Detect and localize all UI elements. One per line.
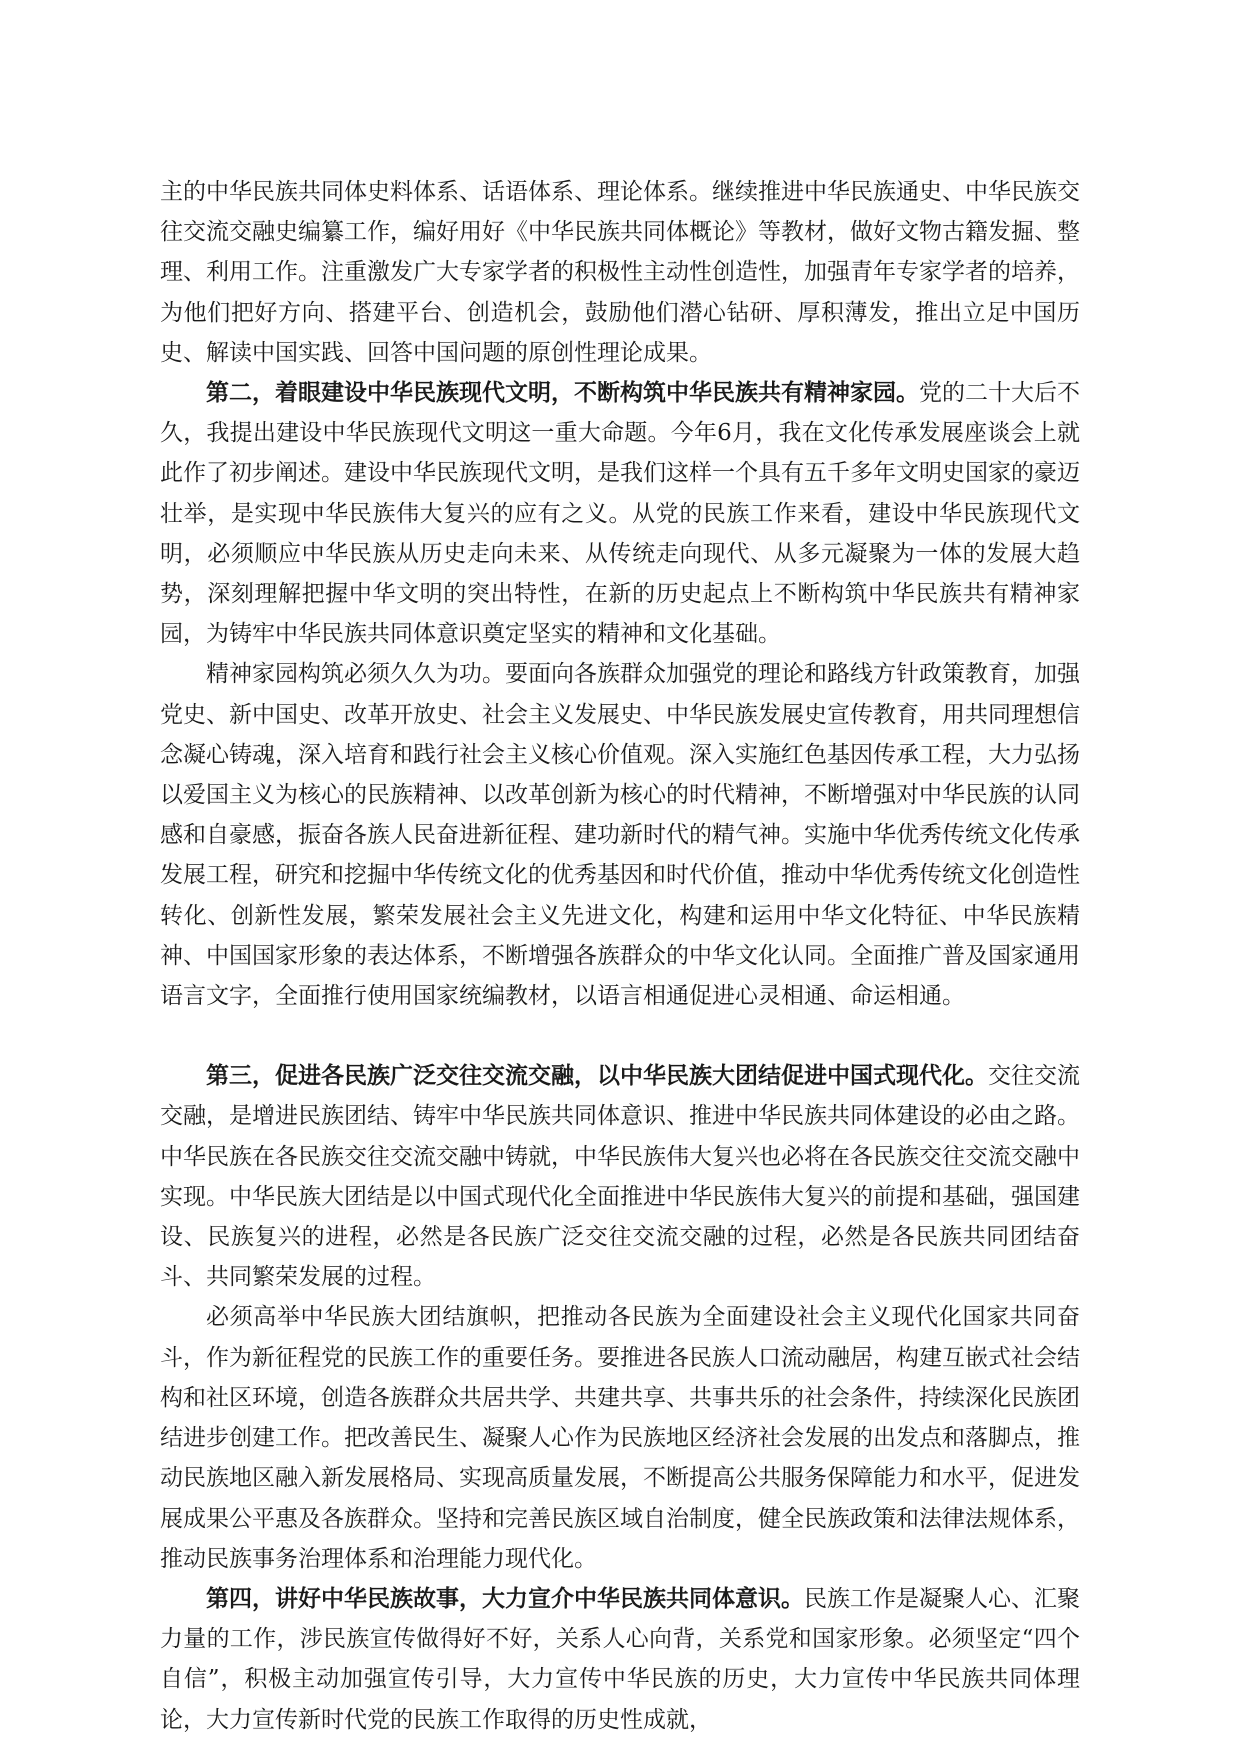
paragraph-6-text: 民族工作是凝聚人心、汇聚力量的工作，涉民族宣传做得好不好，关系人心向背，关系党和国家形象。必须坚定“四个自信”，积极主动加强宣传引导，大力宣传中华民族的历史，大力宣传中华民族共同体理论，大力宣传新时代党的民族工作取得的历史性成就， <box>160 1585 1080 1733</box>
paragraph-4-text: 交往交流交融，是增进民族团结、铸牢中华民族共同体意识、推进中华民族共同体建设的必由之路。中华民族在各民族交往交流交融中铸就，中华民族伟大复兴也必将在各民族交往交流交融中实现。中华民族大团结是以中国式现代化全面推进中华民族伟大复兴的前提和基础，强国建设、民族复兴的进程，必然是各民族广泛交往交流交融的过程，必然是各民族共同团结奋斗、共同繁荣发展的过程。 <box>160 1063 1080 1291</box>
paragraph-4 <box>160 1056 1080 1297</box>
paragraph-2-text: 党的二十大后不久，我提出建设中华民族现代文明这一重大命题。今年6月，我在文化传承发展座谈会上就此作了初步阐述。建设中华民族现代文明，是我们这样一个具有五千多年文明史国家的豪迈壮举，是实现中华民族伟大复兴的应有之义。从党的民族工作来看，建设中华民族现代文明，必须顺应中华民族从历史走向未来、从传统走向现代、从多元凝聚为一体的发展大趋势，深刻理解把握中华文明的突出特性，在新的历史起点上不断构筑中华民族共有精神家园，为铸牢中华民族共同体意识奠定坚实的精神和文化基础。 <box>160 380 1080 648</box>
paragraph-2 <box>160 373 1080 654</box>
paragraph-2-heading: 第二，着眼建设中华民族现代文明，不断构筑中华民族共有精神家园。 <box>206 379 919 407</box>
document-page <box>160 172 1080 1740</box>
paragraph-3-text: 精神家园构筑必须久久为功。要面向各族群众加强党的理论和路线方针政策教育，加强党史、新中国史、改革开放史、社会主义发展史、中华民族发展史宣传教育，用共同理想信念凝心铸魂，深入培育和践行社会主义核心价值观。深入实施红色基因传承工程，大力弘扬以爱国主义为核心的民族精神、以改革创新为核心的时代精神，不断增强对中华民族的认同感和自豪感，振奋各族人民奋进新征程、建功新时代的精气神。实施中华优秀传统文化传承发展工程，研究和挖掘中华传统文化的优秀基因和时代价值，推动中华优秀传统文化创造性转化、创新性发展，繁荣发展社会主义先进文化，构建和运用中华文化特征、中华民族精神、中国国家形象的表达体系，不断增强各族群众的中华文化认同。全面推广普及国家通用语言文字，全面推行使用国家统编教材，以语言相通促进心灵相通、命运相通。 <box>160 661 1080 1010</box>
paragraph-6 <box>160 1579 1080 1740</box>
paragraph-1 <box>160 172 1080 373</box>
paragraph-1-text: 主的中华民族共同体史料体系、话语体系、理论体系。继续推进中华民族通史、中华民族交往交流交融史编纂工作，编好用好《中华民族共同体概论》等教材，做好文物古籍发掘、整理、利用工作。注重激发广大专家学者的积极性主动性创造性，加强青年专家学者的培养，为他们把好方向、搭建平台、创造机会，鼓励他们潜心钻研、厚积薄发，推出立足中国历史、解读中国实践、回答中国问题的原创性理论成果。 <box>160 179 1080 366</box>
paragraph-5 <box>160 1297 1080 1578</box>
paragraph-4-heading: 第三，促进各民族广泛交往交流交融，以中华民族大团结促进中国式现代化。 <box>206 1062 988 1090</box>
paragraph-3 <box>160 654 1080 1016</box>
paragraph-6-heading: 第四，讲好中华民族故事，大力宣介中华民族共同体意识。 <box>206 1584 804 1612</box>
paragraph-5-text: 必须高举中华民族大团结旗帜，把推动各民族为全面建设社会主义现代化国家共同奋斗，作为新征程党的民族工作的重要任务。要推进各民族人口流动融居，构建互嵌式社会结构和社区环境，创造各族群众共居共学、共建共享、共事共乐的社会条件，持续深化民族团结进步创建工作。把改善民生、凝聚人心作为民族地区经济社会发展的出发点和落脚点，推动民族地区融入新发展格局、实现高质量发展，不断提高公共服务保障能力和水平，促进发展成果公平惠及各族群众。坚持和完善民族区域自治制度，健全民族政策和法律法规体系，推动民族事务治理体系和治理能力现代化。 <box>160 1304 1080 1572</box>
